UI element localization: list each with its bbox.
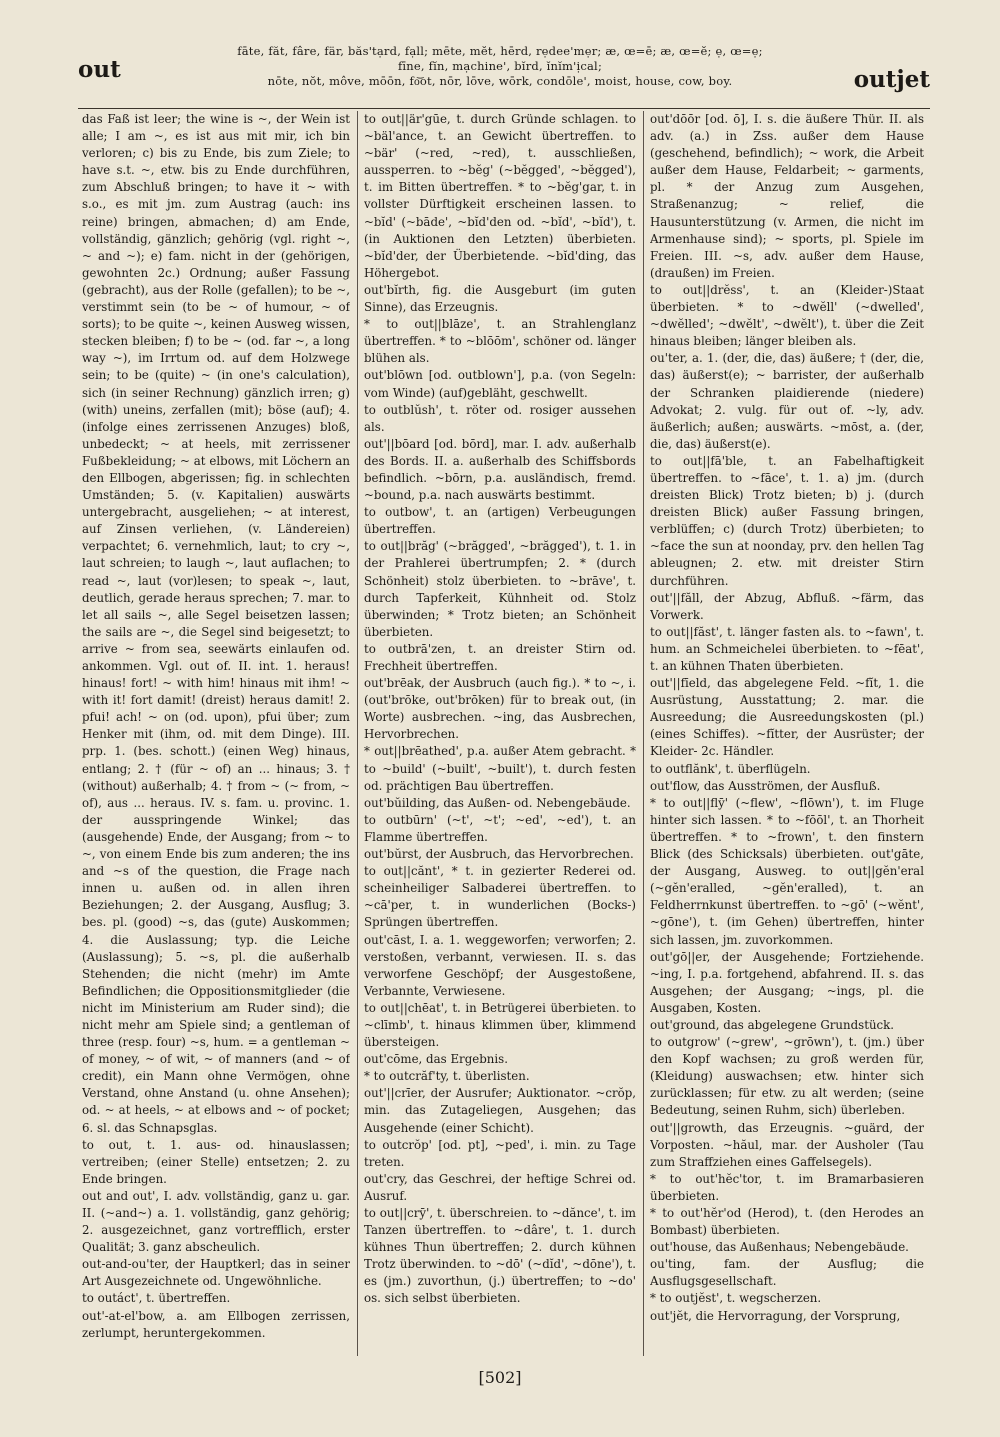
entry: to outáct', t. übertreffen. xyxy=(82,1291,231,1306)
entry: * to out'hĕr'od (Herod), t. (den Herodes an Bombast) überbieten. xyxy=(650,1206,924,1238)
entry: out'ground, das abgelegene Grundstück. xyxy=(650,1017,895,1032)
left-headword: out xyxy=(78,56,121,83)
entry: to outgrow' (~grew', ~grōwn'), t. (jm.) über den Kopf wachsen; zu groß werden für, (Kleidung) auswachsen; etw. hinter sich zurücklassen; für etw. zu alt werden; (seine Bedeutung, seinen Ruhm, sich) überleben. xyxy=(650,1035,924,1118)
entry: out-and-ou'ter, der Hauptkerl; das in seiner Art Ausgezeichnete od. Ungewöhnliche. xyxy=(82,1257,350,1289)
entry: to out||chēat', t. in Betrügerei überbieten. to ~clīmb', t. hinaus klimmen über, klimmend übersteigen. xyxy=(364,1000,636,1050)
entry: out'||fīeld, das abgelegene Feld. ~fĭt, 1. die Ausrüstung, Ausstattung; 2. mar. die Ausreedung; die Ausreedungskosten (pl.) (eines Schiffes). ~fĭtter, der Ausrüster; der Kleider- 2c. Händler. xyxy=(650,676,924,759)
entry: out'||bōard [od. bōrd], mar. I. adv. außerhalb des Bords. II. a. außerhalb des Schiffsbords befindlich. ~bōrn, p.a. ausländisch, fremd. ~bound, p.a. nach auswärts bestimmt. xyxy=(364,436,636,503)
column-2 xyxy=(364,111,636,1361)
entry: to out||brăg' (~brăgged', ~brăgged'), t. 1. in der Prahlerei übertrumpfen; 2. * (durch Schönheit) stolz überbieten. to ~brāve', t. durch Tapferkeit, Kühnheit od. Stolz überwinden; * Trotz bieten; an Schönheit überbieten. xyxy=(364,539,636,639)
page-number: [502] xyxy=(478,1368,522,1387)
entry: out'||făll, der Abzug, Abfluß. ~färm, das Vorwerk. xyxy=(650,590,924,622)
column-divider xyxy=(643,111,644,1356)
entry: out and out', I. adv. vollständig, ganz u. gar. II. (~and~) a. 1. vollständig, ganz gehörig; 2. ausgezeichnet, ganz vortrefflich, erster Qualität; 3. ganz abscheulich. xyxy=(82,1188,350,1255)
column-divider xyxy=(357,111,358,1356)
entry: out'brēak, der Ausbruch (auch fig.). * to ~, i. (out'brōke, out'brōken) für to break out, (in Worte) ausbrechen. ~ing, das Ausbrechen, Hervorbrechen. xyxy=(364,676,636,742)
entry: ou'ter, a. 1. (der, die, das) äußere; † (der, die, das) äußerst(e); ~ barrister, der außerhalb der Schranken plaidierende (niedere) Advokat; 2. vulg. für out of. ~ly, adv. äußerlich; außen; auswärts. ~mōst, a. (der, die, das) äußerst(e). xyxy=(650,351,924,451)
pronunciation-key xyxy=(200,44,800,89)
header-rule xyxy=(78,108,930,109)
column-3 xyxy=(650,111,924,1361)
entry: to out, t. 1. aus- od. hinauslassen; vertreiben; (einer Stelle) entsetzen; 2. zu Ende bringen. xyxy=(82,1137,350,1186)
entry: out'cry, das Geschrei, der heftige Schrei od. Ausruf. xyxy=(364,1171,636,1203)
entry: out'house, das Außenhaus; Nebengebäude. xyxy=(650,1240,909,1255)
entry: to out||crȳ', t. überschreien. to ~dănce', t. im Tanzen übertreffen. to ~dâre', t. 1. durch kühnes Thun übertreffen; 2. durch kühnen Trotz überwinden. to ~dō' (~dĭd', ~dōne'), t. es (jm.) zuvorthun, (j.) übertreffen; to ~do' os. sich selbst überbieten. xyxy=(364,1206,636,1306)
entry: to outcrŏp' [od. pt], ~ped', i. min. zu Tage treten. xyxy=(364,1137,636,1169)
entry: * to outcrăf'ty, t. überlisten. xyxy=(364,1069,530,1084)
pronunciation-line: nōte, nŏt, môve, mōōn, fo͝ot, nōr, lōve, wōrk, condōle', moist, house, cow, boy. xyxy=(267,74,733,88)
entry: * to out||blāze', t. an Strahlenglanz übertreffen. * to ~blōōm', schöner od. länger blühen als. xyxy=(364,317,636,366)
column-1 xyxy=(82,111,350,1361)
entry: out'dōōr [od. ō], I. s. die äußere Thür. II. als adv. (a.) in Zss. außer dem Hause (geschehend, befindlich); ~ work, die Arbeit außer dem Hause, Feldarbeit; ~ garments, pl. * der Anzug zum Ausgehen, Straßenanzug; ~ relief, die Hausunterstützung (v. Armen, die nicht im Armenhause sind); ~ sports, pl. Spiele im Freien. III. ~s, adv. außer dem Hause, (draußen) im Freien. xyxy=(650,112,924,280)
entry: out'bŭrst, der Ausbruch, das Hervorbrechen. xyxy=(364,847,634,862)
entry: to outbūrn' (~t', ~t'; ~ed', ~ed'), t. an Flamme übertreffen. xyxy=(364,812,636,844)
right-headword: outjet xyxy=(853,66,930,93)
entry: out'bŭilding, das Außen- od. Nebengebäude. xyxy=(364,795,631,810)
entry: out'gō||er, der Ausgehende; Fortziehende. ~ing, I. p.a. fortgehend, abfahrend. II. s. das Ausgehen; der Ausgang; ~ings, pl. die Ausgaben, Kosten. xyxy=(650,949,924,1015)
entry: to out||cănt', * t. in gezierter Rederei od. scheinheiliger Salbaderei übertreffen. to ~cā'per, t. in wunderlichen (Bocks-) Sprüngen übertreffen. xyxy=(364,864,636,930)
entry: out'flow, das Ausströmen, der Ausfluß. xyxy=(650,778,881,793)
entry: * to out||flȳ' (~flew', ~flōwn'), t. im Fluge hinter sich lassen. * to ~fōōl', t. an Thorheit übertreffen. * to ~frown', t. den finstern Blick (des Schicksals) überbieten. out'gāte, der Ausgang, Ausweg. to out||gĕn'eral (~gĕn'eralled, ~gĕn'eralled), t. an Feldherrnkunst übertreffen. to ~gō' (~wĕnt', ~gōne'), t. (im Gehen) übertreffen, hinter sich lassen, jm. zuvorkommen. xyxy=(650,795,924,947)
entry: to out||făst', t. länger fasten als. to ~fawn', t. hum. an Schmeichelei überbieten. to ~fēat', t. an kühnen Thaten überbieten. xyxy=(650,624,924,673)
entry: out'-at-el'bow, a. am Ellbogen zerrissen, zerlumpt, heruntergekommen. xyxy=(82,1308,350,1340)
entry: out'||crīer, der Ausrufer; Auktionator. ~crŏp, min. das Zutageliegen, Ausgehen; das Ausgehende (einer Schicht). xyxy=(364,1086,636,1135)
entry: to outbrā'zen, t. an dreister Stirn od. Frechheit übertreffen. xyxy=(364,641,636,673)
entry: out'cāst, I. a. 1. weggeworfen; verworfen; 2. verstoßen, verbannt, verwiesen. II. s. das verworfene Geschöpf; der Ausgestoßene, Verbannte, Verwiesene. xyxy=(364,932,636,998)
entry: das Faß ist leer; the wine is ~, der Wein ist alle; I am ~, es ist aus mit mir, ich bin verloren; c) bis zu Ende, bis zum Ziele; to have s.t. ~, etw. bis zu Ende durchführen, zum Abschluß bringen; to have it ~ with s.o., es mit jm. zum Austrag (auch: ins reine) bringen, abmachen; d) am Ende, vollständig, gänzlich; gehörig (vgl. right ~, ~ and ~); e) fam. nicht in der (gehörigen, gewohnten 2c.) Ordnung; außer Fassung (gebracht), aus der Rolle (gefallen); to be ~, verstimmt sein (to be ~ of humour, ~ of sorts); to be quite ~, keinen Ausweg wissen, stecken bleiben; f) to be ~ (od. far ~, a long way ~), im Irrtum od. auf dem Holzwege sein; to be (quite) ~ (in one's calculation), sich (in seiner Rechnung) gänzlich irren; g) (with) uneins, zerfallen (mit); böse (auf); 4. (infolge eines zerrissenen Anzuges) bloß, unbedeckt; ~ at heels, mit zerrissener Fußbekleidung; ~ at elbows, mit Löchern an den Ellbogen, abgerissen; fig. in schlechten Umständen; 5. (v. Kapitalien) auswärts untergebracht, ausgeliehen; ~ at interest, auf Zinsen verliehen, (v. Ländereien) verpachtet; 6. vernehmlich, laut; to cry ~, laut schreien; to laugh ~, laut auflachen; to read ~, laut (vor)lesen; to speak ~, laut, deutlich, gerade heraus sprechen; 7. mar. to let all sails ~, alle Segel beisetzen lassen; the sails are ~, die Segel sind beigesetzt; to arrive ~ from sea, seewärts einlaufen od. ankommen. Vgl. out of. II. int. 1. heraus! hinaus! fort! ~ with him! hinaus mit ihm! ~ with it! fort damit! (dreist) heraus damit! 2. pfui! ach! ~ on (od. upon), pfui über; zum Henker mit (ihm, od. mit dem Dinge). III. prp. 1. (bes. schott.) (einen Weg) hinaus, entlang; 2. † (für ~ of) an ... hinaus; 3. † (without) außerhalb; 4. † from ~ (~ from, ~ of), aus ... heraus. IV. s. fam. u. provinc. 1. der ausspringende Winkel; das (ausgehende) Ende, der Ausgang; from ~ to ~, von einem Ende bis zum anderen; the ins and ~s of the question, die Frage nach innen u. außen od. in allen ihren Beziehungen; 2. der Ausgang, Ausflug; 3. bes. pl. (good) ~s, das (gute) Auskommen; 4. die Auslassung; typ. die Leiche (Auslassung); 5. ~s, pl. die außerhalb Stehenden; die nicht (mehr) im Amte Befindlichen; die Oppositionsmitglieder (die nicht im Ministerium am Ruder sind); die nicht mehr am Spiele sind; a gentleman of three (resp. four) ~s, hum. = a gentleman ~ of money, ~ of wit, ~ of manners (and ~ of credit), ein Mann ohne Vermögen, ohne Verstand, ohne Anstand (u. ohne Ansehen); od. ~ at heels, ~ at elbows and ~ of pocket; 6. sl. das Schnapsglas. xyxy=(82,112,350,1135)
entry: * to out'hĕc'tor, t. im Bramarbasieren überbieten. xyxy=(650,1171,924,1203)
entry: * out||brēathed', p.a. außer Atem gebracht. * to ~build' (~built', ~built'), t. durch festen od. prächtigen Bau übertreffen. xyxy=(364,744,636,793)
pronunciation-line: fāte, făt, fâre, fär, băs'tạrd, fạll; mēte, mĕt, hērd, rẹdee'mẹr; æ, œ=ē; æ, œ=ĕ; ẹ, œ=ẹ; xyxy=(237,44,763,58)
entry: to outblŭsh', t. röter od. rosiger aussehen als. xyxy=(364,402,636,434)
entry: to out||fā'ble, t. an Fabelhaftigkeit übertreffen. to ~fāce', t. 1. a) jm. (durch dreisten Blick) Trotz bieten; b) j. (durch dreisten Blick) außer Fassung bringen, verblüffen; c) (durch Trotz) überbieten; to ~face the sun at noonday, prv. den hellen Tag ableugnen; 2. etw. mit dreister Stirn durchführen. xyxy=(650,453,924,588)
entry: out'bĭrth, fig. die Ausgeburt (im guten Sinne), das Erzeugnis. xyxy=(364,282,636,315)
entry: to outbow', t. an (artigen) Verbeugungen übertreffen. xyxy=(364,505,636,537)
entry: * to outjĕst', t. wegscherzen. xyxy=(650,1291,822,1306)
entry: to out||är'gūe, t. durch Gründe schlagen. to ~bäl'ance, t. an Gewicht übertreffen. to ~bär' (~red, ~red), t. ausschließen, aussperren. to ~bĕg' (~bĕgged', ~bĕgged'), t. im Bitten übertreffen. * to ~bĕg'gar, t. in vollster Dürftigkeit erscheinen lassen. to ~bĭd' (~bāde', ~bĭd'den od. ~bĭd', ~bĭd'), t. (in Auktionen den Letzten) überbieten. ~bĭd'der, der Überbietende. ~bĭd'ding, das Höhergebot. xyxy=(364,112,636,280)
entry: to out||drĕss', t. an (Kleider-)Staat überbieten. * to ~dwĕll' (~dwelled', ~dwĕlled'; ~dwĕlt', ~dwĕlt'), t. über die Zeit hinaus bleiben; länger bleiben als. xyxy=(650,282,924,349)
entry: out'cōme, das Ergebnis. xyxy=(364,1052,508,1067)
pronunciation-line: fīne, fĭn, mạchine', bĭrd, ĭnĭm'ịcal; xyxy=(397,59,603,73)
entry: out'||growth, das Erzeugnis. ~guärd, der Vorposten. ~hăul, mar. der Ausholer (Tau zum Straffziehen eines Gaffelsegels). xyxy=(650,1120,924,1169)
entry: ou'ting, fam. der Ausflug; die Ausflugsgesellschaft. xyxy=(650,1257,924,1289)
entry: to outflănk', t. überflügeln. xyxy=(650,761,811,776)
entry: out'blōwn [od. outblown'], p.a. (von Segeln: vom Winde) (auf)gebläht, geschwellt. xyxy=(364,368,636,400)
entry: out'jĕt, die Hervorragung, der Vorsprung, xyxy=(650,1308,901,1323)
